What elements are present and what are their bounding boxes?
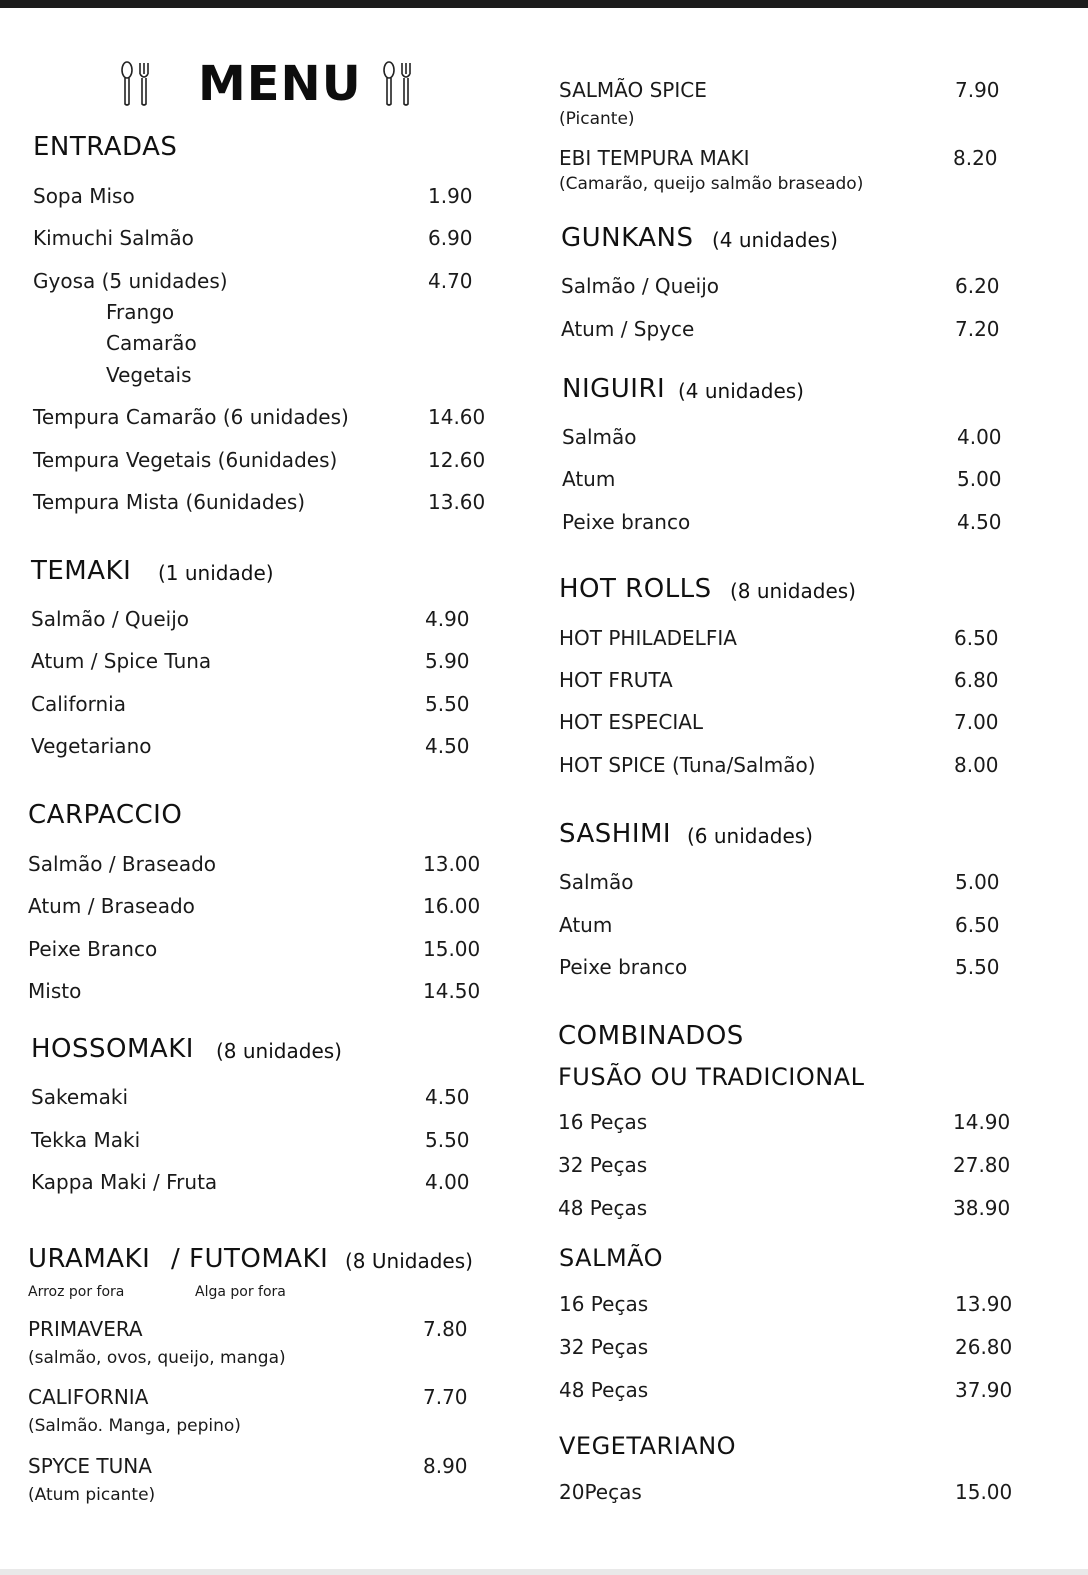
menu-item-name: Sakemaki — [31, 1085, 129, 1109]
menu-item-name: 48 Peças — [558, 1196, 648, 1220]
section-heading-sashimi: SASHIMI — [559, 819, 672, 849]
menu-item-price: 13.90 — [955, 1292, 1013, 1316]
bottom-bar — [0, 1569, 1088, 1575]
section-unit: (4 unidades) — [712, 228, 838, 252]
menu-item-name: HOT FRUTA — [559, 668, 673, 692]
menu-item-price: 14.60 — [428, 405, 486, 429]
menu-item-name: CALIFORNIA — [28, 1385, 149, 1409]
gyosa-option: Frango — [106, 300, 175, 324]
menu-item-name: California — [31, 692, 126, 716]
menu-item-price: 26.80 — [955, 1335, 1013, 1359]
menu-item-name: Tempura Vegetais (6unidades) — [33, 448, 338, 472]
menu-item-name: Misto — [28, 979, 82, 1003]
menu-item-name: HOT SPICE (Tuna/Salmão) — [559, 753, 816, 777]
subheading-salmao: SALMÃO — [559, 1244, 664, 1272]
menu-item-name: Salmão — [562, 425, 637, 449]
menu-item-name: Salmão / Queijo — [31, 607, 190, 631]
section-heading-combinados: COMBINADOS — [558, 1021, 744, 1051]
menu-item-price: 8.00 — [954, 753, 999, 777]
menu-item-description: (Atum picante) — [28, 1485, 156, 1505]
menu-item-name: PRIMAVERA — [28, 1317, 143, 1341]
menu-item-description: (salmão, ovos, queijo, manga) — [28, 1348, 286, 1368]
menu-item-name: Peixe Branco — [28, 937, 158, 961]
menu-item-price: 4.50 — [425, 734, 470, 758]
section-heading-niguiri: NIGUIRI — [562, 374, 666, 404]
gyosa-option: Camarão — [106, 331, 197, 355]
menu-item-price: 14.50 — [423, 979, 481, 1003]
menu-item-name: Atum / Braseado — [28, 894, 195, 918]
menu-item-name: EBI TEMPURA MAKI — [559, 146, 750, 170]
menu-item-price: 5.00 — [955, 870, 1000, 894]
menu-item-name: SALMÃO SPICE — [559, 78, 707, 102]
menu-item-price: 5.50 — [955, 955, 1000, 979]
menu-item-name: 32 Peças — [559, 1335, 649, 1359]
menu-item-name: HOT ESPECIAL — [559, 710, 704, 734]
section-heading-futomaki: FUTOMAKI — [189, 1244, 329, 1274]
menu-item-name: Salmão — [559, 870, 634, 894]
heading-separator: / — [171, 1244, 181, 1274]
menu-item-price: 6.80 — [954, 668, 999, 692]
menu-item-price: 15.00 — [423, 937, 481, 961]
menu-item-price: 6.50 — [955, 913, 1000, 937]
menu-item-name: Tekka Maki — [31, 1128, 141, 1152]
menu-item-price: 14.90 — [953, 1110, 1011, 1134]
menu-item-name: Kappa Maki / Fruta — [31, 1170, 218, 1194]
menu-item-name: 48 Peças — [559, 1378, 649, 1402]
menu-item-name: Atum / Spyce — [561, 317, 695, 341]
cutlery-icon — [380, 60, 416, 108]
uramaki-note: Arroz por fora — [28, 1284, 125, 1300]
section-unit: (8 unidades) — [216, 1039, 342, 1063]
menu-item-name: Salmão / Braseado — [28, 852, 217, 876]
section-heading-temaki: TEMAKI — [31, 556, 132, 586]
menu-item-name: Tempura Camarão (6 unidades) — [33, 405, 349, 429]
menu-item-name: 32 Peças — [558, 1153, 648, 1177]
menu-item-name: Kimuchi Salmão — [33, 226, 194, 250]
top-bar — [0, 0, 1088, 8]
page-title: MENU — [198, 56, 362, 112]
menu-item-name: Atum — [559, 913, 613, 937]
menu-item-price: 13.00 — [423, 852, 481, 876]
menu-item-price: 12.60 — [428, 448, 486, 472]
section-unit: (6 unidades) — [687, 824, 813, 848]
section-unit: (8 unidades) — [730, 579, 856, 603]
menu-item-name: Salmão / Queijo — [561, 274, 720, 298]
section-heading-gunkans: GUNKANS — [561, 223, 694, 253]
section-heading-hot-rolls: HOT ROLLS — [559, 574, 712, 604]
menu-item-price: 8.90 — [423, 1454, 468, 1478]
section-unit: (8 Unidades) — [345, 1249, 473, 1273]
menu-item-price: 15.00 — [955, 1480, 1013, 1504]
menu-item-price: 7.90 — [955, 78, 1000, 102]
menu-item-price: 16.00 — [423, 894, 481, 918]
menu-item-price: 6.20 — [955, 274, 1000, 298]
menu-item-name: 16 Peças — [558, 1110, 648, 1134]
menu-item-price: 37.90 — [955, 1378, 1013, 1402]
menu-item-name: HOT PHILADELFIA — [559, 626, 737, 650]
menu-item-price: 7.70 — [423, 1385, 468, 1409]
menu-item-name: Peixe branco — [562, 510, 691, 534]
menu-item-price: 4.50 — [957, 510, 1002, 534]
menu-item-price: 8.20 — [953, 146, 998, 170]
futomaki-note: Alga por fora — [195, 1284, 286, 1300]
section-unit: (1 unidade) — [158, 561, 274, 585]
menu-item-name: SPYCE TUNA — [28, 1454, 152, 1478]
section-heading-carpaccio: CARPACCIO — [28, 800, 183, 830]
menu-item-name: Sopa Miso — [33, 184, 135, 208]
menu-item-description: (Camarão, queijo salmão braseado) — [559, 174, 864, 194]
menu-item-price: 7.20 — [955, 317, 1000, 341]
menu-item-description: (Picante) — [559, 109, 635, 129]
menu-item-name: Tempura Mista (6unidades) — [33, 490, 306, 514]
menu-item-name: Atum / Spice Tuna — [31, 649, 212, 673]
menu-item-price: 5.50 — [425, 1128, 470, 1152]
menu-item-price: 1.90 — [428, 184, 473, 208]
menu-item-price: 38.90 — [953, 1196, 1011, 1220]
menu-item-price: 4.00 — [425, 1170, 470, 1194]
menu-item-name: 20Peças — [559, 1480, 642, 1504]
cutlery-icon — [118, 60, 154, 108]
menu-item-price: 4.90 — [425, 607, 470, 631]
section-heading-entradas: ENTRADAS — [33, 132, 178, 162]
menu-item-price: 6.50 — [954, 626, 999, 650]
menu-item-price: 5.50 — [425, 692, 470, 716]
menu-item-name: Peixe branco — [559, 955, 688, 979]
menu-item-name: Gyosa (5 unidades) — [33, 269, 228, 293]
menu-item-price: 6.90 — [428, 226, 473, 250]
menu-item-name: 16 Peças — [559, 1292, 649, 1316]
menu-item-price: 4.50 — [425, 1085, 470, 1109]
menu-item-description: (Salmão. Manga, pepino) — [28, 1416, 241, 1436]
menu-item-name: Atum — [562, 467, 616, 491]
menu-item-price: 27.80 — [953, 1153, 1011, 1177]
menu-item-name: Vegetariano — [31, 734, 152, 758]
subheading-fusao: FUSÃO OU TRADICIONAL — [558, 1063, 865, 1091]
subheading-vegetariano: VEGETARIANO — [559, 1432, 737, 1460]
menu-item-price: 7.80 — [423, 1317, 468, 1341]
menu-item-price: 5.90 — [425, 649, 470, 673]
menu-item-price: 4.00 — [957, 425, 1002, 449]
section-heading-hossomaki: HOSSOMAKI — [31, 1034, 194, 1064]
menu-item-price: 7.00 — [954, 710, 999, 734]
section-unit: (4 unidades) — [678, 379, 804, 403]
section-heading-uramaki: URAMAKI — [28, 1244, 151, 1274]
menu-item-price: 4.70 — [428, 269, 473, 293]
gyosa-option: Vegetais — [106, 363, 192, 387]
menu-item-price: 5.00 — [957, 467, 1002, 491]
menu-item-price: 13.60 — [428, 490, 486, 514]
